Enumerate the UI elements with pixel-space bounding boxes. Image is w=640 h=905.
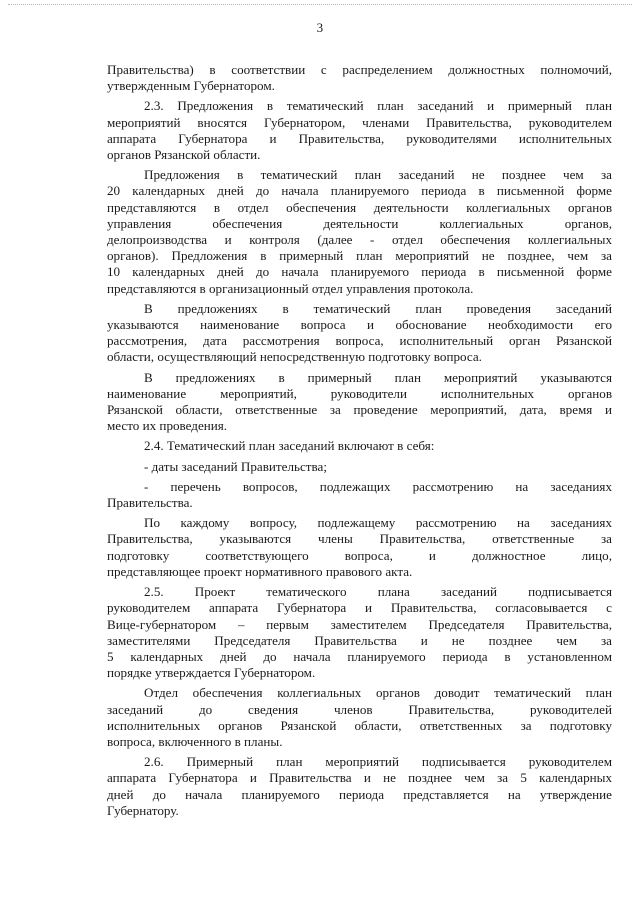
paragraph	[107, 301, 612, 366]
text-line: Правительства, указываются члены Правительства, ответственные за	[107, 531, 612, 547]
paragraph	[107, 167, 612, 297]
text-line: делопроизводства и контроля (далее - отдел обеспечения коллегиальных	[107, 232, 612, 248]
paragraph	[107, 515, 612, 580]
text-line: представляющее проект нормативного правового акта.	[107, 563, 413, 579]
paragraph	[107, 370, 612, 435]
text-line: Правительства) в соответствии с распределением должностных полномочий,	[107, 62, 612, 77]
text-line: По каждому вопросу, подлежащему рассмотрению на заседаниях	[144, 515, 612, 531]
paragraph	[107, 459, 612, 475]
text-line: - даты заседаний Правительства;	[144, 458, 327, 474]
text-line: дней до начала планируемого периода представляется на утверждение	[107, 786, 612, 802]
text-line: 2.5. Проект тематического плана заседаний подписывается	[144, 584, 612, 600]
text-line: управления обеспечения деятельности коллегиальных органов,	[107, 215, 612, 231]
text-line: наименование мероприятий, руководители исполнительных органов	[107, 385, 612, 401]
text-line: заседаний до сведения членов Правительства, руководителей	[107, 701, 612, 717]
paragraph	[107, 438, 612, 454]
paragraph	[107, 685, 612, 750]
text-line: области, осуществляющий непосредственную подготовку вопроса.	[107, 349, 482, 365]
text-line: аппарата Губернатора и Правительства и не позднее чем за 5 календарных	[107, 770, 612, 786]
text-line: 2.4. Тематический план заседаний включают в себя:	[144, 438, 435, 454]
text-line: Отдел обеспечения коллегиальных органов доводит тематический план	[144, 685, 612, 701]
scan-top-edge	[8, 4, 632, 5]
text-line: Вице-губернатором – первым заместителем Председателя Правительства,	[107, 616, 612, 632]
text-line: Рязанской области, ответственные за проведение мероприятий, дата, время и	[107, 402, 612, 418]
text-line: Правительства.	[107, 495, 193, 511]
text-line: - перечень вопросов, подлежащих рассмотрению на заседаниях	[144, 478, 612, 494]
text-line: 2.3. Предложения в тематический план заседаний и примерный план	[144, 98, 612, 114]
text-line: место их проведения.	[107, 418, 228, 434]
text-line: 10 календарных дней до начала планируемого периода в письменной форме	[107, 264, 612, 280]
text-line: указываются наименование вопроса и обоснование необходимости его	[107, 317, 612, 333]
document-body	[107, 62, 612, 819]
paragraph	[107, 584, 612, 681]
paragraph	[107, 754, 612, 819]
text-line: В предложениях в тематический план проведения заседаний	[144, 300, 612, 316]
page-number: 3	[316, 20, 324, 35]
text-line: аппарата Губернатора и Правительства, руководителями исполнительных	[107, 130, 612, 146]
paragraph	[107, 62, 612, 94]
text-line: 20 календарных дней до начала планируемого периода в письменной форме	[107, 183, 612, 199]
text-line: исполнительных органов Рязанской области, ответственных за подготовку	[107, 717, 612, 733]
text-line: Предложения в тематический план заседаний не позднее чем за	[144, 167, 612, 183]
paragraph	[107, 479, 612, 511]
text-line: утвержденным Губернатором.	[107, 78, 275, 94]
text-line: органов Рязанской области.	[107, 147, 261, 163]
text-line: 2.6. Примерный план мероприятий подписывается руководителем	[144, 754, 612, 770]
text-line: представляются в организационный отдел управления протокола.	[107, 280, 474, 296]
text-line: руководителем аппарата Губернатора и Правительства, согласовывается с	[107, 600, 612, 616]
text-line: рассмотрения, дата рассмотрения вопроса, исполнительный орган Рязанской	[107, 333, 612, 349]
paragraph	[107, 98, 612, 163]
text-line: заместителями Председателя Правительства и не позднее чем за	[107, 632, 612, 648]
text-line: В предложениях в примерный план мероприятий указываются	[144, 369, 612, 385]
text-line: Губернатору.	[107, 802, 179, 818]
text-line: 5 календарных дней до начала планируемого периода в установленном	[107, 648, 612, 664]
text-line: вопроса, включенного в планы.	[107, 733, 283, 749]
text-line: порядке утверждается Губернатором.	[107, 665, 316, 681]
text-line: подготовку соответствующего вопроса, и должностное лицо,	[107, 547, 612, 563]
text-line: мероприятий вносятся Губернатором, членами Правительства, руководителем	[107, 114, 612, 130]
text-line: органов). Предложения в примерный план мероприятий не позднее, чем за	[107, 248, 612, 264]
text-line: представляются в отдел обеспечения деятельности коллегиальных органов	[107, 199, 612, 215]
